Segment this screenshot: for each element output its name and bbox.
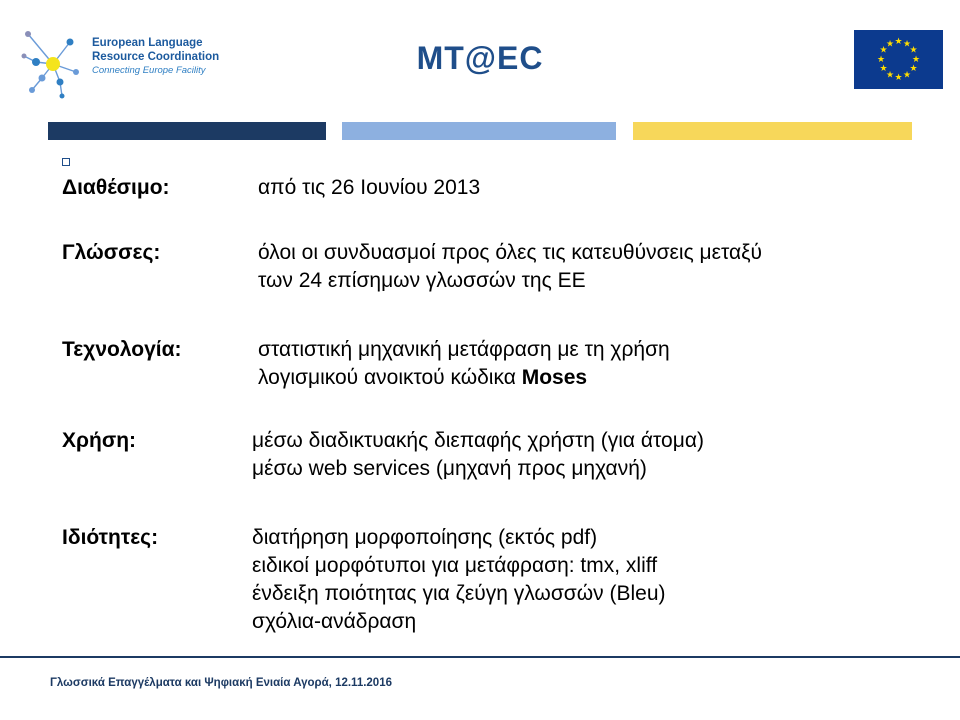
logo-title-line1: European Language [92, 37, 203, 49]
svg-text:★: ★ [909, 45, 918, 56]
section-text: διατήρηση μορφοποίησης (εκτός pdf) [252, 526, 598, 549]
section-text-line [258, 364, 670, 392]
section-text: στατιστική μηχανική μετάφραση με τη χρήση [258, 338, 670, 361]
section-label: Γλώσσες: [62, 241, 161, 264]
eu-flag-icon [854, 30, 943, 89]
svg-text:★: ★ [876, 55, 886, 65]
svg-text:★: ★ [879, 45, 888, 56]
section-text: λογισμικού ανοικτού κώδικα [258, 366, 522, 389]
section-label: Διαθέσιμο: [62, 176, 170, 199]
section-label: Τεχνολογία: [62, 338, 182, 361]
section-text: από τις 26 Ιουνίου 2013 [258, 176, 481, 199]
svg-text:★: ★ [894, 73, 903, 83]
svg-text:★: ★ [911, 55, 921, 65]
footer-text: Γλωσσικά Επαγγέλματα και Ψηφιακή Ενιαία Αγορά, 12.11.2016 [50, 677, 392, 689]
network-logo-icon [20, 24, 90, 100]
svg-text:★: ★ [879, 64, 888, 74]
svg-text:★: ★ [902, 70, 912, 81]
section-text: μέσω web services (μηχανή προς μηχανή) [252, 457, 647, 480]
section-text: σχόλια-ανάδραση [252, 610, 417, 633]
header-bar-dark [48, 122, 326, 140]
bullet-marker-icon [62, 158, 70, 166]
section-text: των 24 επίσημων γλωσσών της ΕΕ [258, 269, 586, 292]
svg-text:★: ★ [894, 37, 903, 47]
section-text: μέσω διαδικτυακής διεπαφής χρήστη (για άτομα) [252, 429, 704, 452]
svg-text:★: ★ [909, 64, 918, 74]
header-bar-yellow [633, 122, 912, 140]
section-text: όλοι οι συνδυασμοί προς όλες τις κατευθύνσεις μεταξύ [258, 241, 763, 264]
moses-highlight: Moses [521, 366, 588, 389]
section-label: Ιδιότητες: [62, 526, 159, 549]
section-label: Χρήση: [62, 429, 137, 452]
header-bar-light [342, 122, 616, 140]
logo-subtitle: Connecting Europe Facility [92, 65, 206, 76]
elrc-logo [20, 24, 220, 100]
logo-title-line2: Resource Coordination [92, 51, 220, 63]
slide-title: MT@EC [416, 40, 544, 76]
section-text: ειδικοί μορφότυποι για μετάφραση: tmx, xliff [252, 554, 658, 577]
footer-divider [0, 656, 960, 658]
section-text: ένδειξη ποιότητας για ζεύγη γλωσσών (Bleu) [252, 582, 666, 605]
svg-text:★: ★ [885, 39, 895, 50]
svg-text:★: ★ [885, 70, 895, 81]
svg-text:★: ★ [902, 39, 912, 50]
